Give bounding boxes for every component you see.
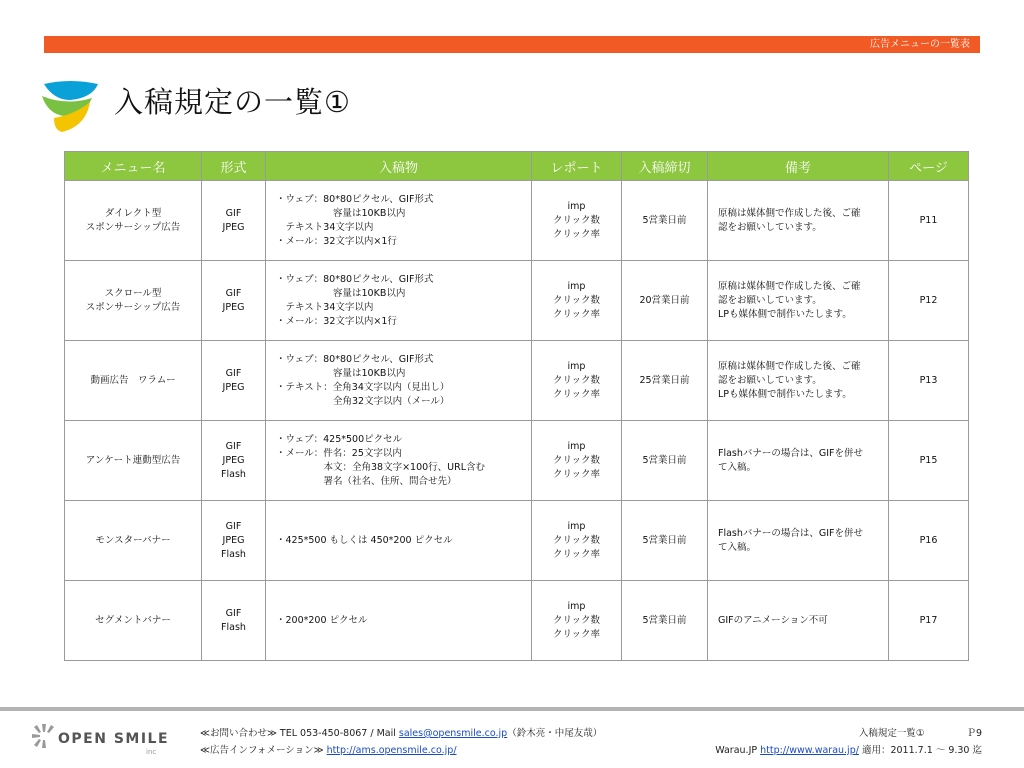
- cell-note: 原稿は媒体側で作成した後、ご確 認をお願いしています。: [708, 181, 889, 261]
- cell-page: P11: [889, 181, 969, 261]
- cell-format: GIF JPEG Flash: [202, 421, 266, 501]
- breadcrumb: 広告メニューの一覧表: [870, 39, 970, 50]
- contact-suffix: （鈴木亮・中尾友哉）: [507, 728, 603, 739]
- cell-menu-name: ダイレクト型 スポンサーシップ広告: [65, 181, 202, 261]
- contact-prefix: ≪お問い合わせ≫ TEL 053-450-8067 / Mail: [200, 728, 399, 739]
- top-accent-bar: [44, 36, 980, 53]
- cell-note: GIFのアニメーション不可: [708, 581, 889, 661]
- cell-deadline: 20営業日前: [622, 261, 708, 341]
- cell-menu-name: アンケート連動型広告: [65, 421, 202, 501]
- contact-line: [200, 725, 602, 739]
- cell-menu-name: スクロール型 スポンサーシップ広告: [65, 261, 202, 341]
- col-header-format: 形式: [202, 152, 266, 181]
- cell-material: ・ウェブ：80*80ピクセル、GIF形式 容量は10KB以内 ・テキスト：全角34文字以内（見出し） 全角32文字以内（メール）: [266, 341, 532, 421]
- cell-page: P17: [889, 581, 969, 661]
- cell-material: ・ウェブ：80*80ピクセル、GIF形式 容量は10KB以内 テキスト34文字以内 ・メール：32文字以内×1行: [266, 261, 532, 341]
- cell-deadline: 25営業日前: [622, 341, 708, 421]
- info-line: [200, 742, 457, 756]
- col-header-menu: メニュー名: [65, 152, 202, 181]
- cell-note: 原稿は媒体側で作成した後、ご確 認をお願いしています。 LPも媒体側で制作いたします。: [708, 261, 889, 341]
- cell-material: ・425*500 もしくは 450*200 ピクセル: [266, 501, 532, 581]
- table-row: [65, 261, 969, 341]
- col-header-report: レポート: [532, 152, 622, 181]
- cell-format: GIF JPEG: [202, 341, 266, 421]
- cell-report: imp クリック数 クリック率: [532, 501, 622, 581]
- col-header-deadline: 入稿締切: [622, 152, 708, 181]
- cell-page: P15: [889, 421, 969, 501]
- doc-title-line: [859, 725, 982, 739]
- cell-note: Flashバナーの場合は、GIFを併せ て入稿。: [708, 421, 889, 501]
- col-header-note: 備考: [708, 152, 889, 181]
- validity-text: 適用：2011.7.1 ～ 9.30 迄: [861, 745, 982, 756]
- cell-format: GIF JPEG Flash: [202, 501, 266, 581]
- open-smile-logo: [28, 720, 188, 760]
- brand-swirl-icon: [40, 76, 102, 134]
- flower-icon: [32, 724, 54, 748]
- cell-page: P13: [889, 341, 969, 421]
- info-prefix: ≪広告インフォメーション≫: [200, 745, 327, 756]
- page-number: Ｐ9: [966, 728, 982, 739]
- cell-note: Flashバナーの場合は、GIFを併せ て入稿。: [708, 501, 889, 581]
- cell-deadline: 5営業日前: [622, 181, 708, 261]
- cell-page: P12: [889, 261, 969, 341]
- site-prefix: Warau.JP: [715, 745, 761, 756]
- cell-deadline: 5営業日前: [622, 421, 708, 501]
- cell-report: imp クリック数 クリック率: [532, 421, 622, 501]
- doc-title: 入稿規定一覧①: [858, 728, 925, 739]
- cell-note: 原稿は媒体側で作成した後、ご確 認をお願いしています。 LPも媒体側で制作いたします。: [708, 341, 889, 421]
- col-header-material: 入稿物: [266, 152, 532, 181]
- cell-material: ・ウェブ：80*80ピクセル、GIF形式 容量は10KB以内 テキスト34文字以内 ・メール：32文字以内×1行: [266, 181, 532, 261]
- table-row: [65, 581, 969, 661]
- cell-material: ・ウェブ：425*500ピクセル ・メール：件名：25文字以内 本文：全角38文字×100行、URL含む 署名（社名、住所、問合せ先）: [266, 421, 532, 501]
- info-url-link[interactable]: http://ams.opensmile.co.jp/: [326, 745, 457, 756]
- cell-report: imp クリック数 クリック率: [532, 341, 622, 421]
- site-line: [715, 742, 982, 756]
- cell-deadline: 5営業日前: [622, 501, 708, 581]
- cell-menu-name: 動画広告 ワラムー: [65, 341, 202, 421]
- cell-report: imp クリック数 クリック率: [532, 181, 622, 261]
- cell-menu-name: モンスターバナー: [65, 501, 202, 581]
- spec-table: [64, 151, 969, 661]
- table-row: [65, 181, 969, 261]
- bottom-divider: [0, 707, 1024, 711]
- site-url-link[interactable]: http://www.warau.jp/: [760, 745, 859, 756]
- contact-email-link[interactable]: sales@opensmile.co.jp: [398, 728, 508, 739]
- cell-report: imp クリック数 クリック率: [532, 581, 622, 661]
- cell-format: GIF JPEG: [202, 181, 266, 261]
- cell-report: imp クリック数 クリック率: [532, 261, 622, 341]
- cell-menu-name: セグメントバナー: [65, 581, 202, 661]
- table-row: [65, 501, 969, 581]
- cell-format: GIF JPEG: [202, 261, 266, 341]
- cell-material: ・200*200 ピクセル: [266, 581, 532, 661]
- cell-deadline: 5営業日前: [622, 581, 708, 661]
- table-row: [65, 421, 969, 501]
- cell-page: P16: [889, 501, 969, 581]
- col-header-page: ページ: [889, 152, 969, 181]
- table-header-row: [65, 152, 969, 181]
- cell-format: GIF Flash: [202, 581, 266, 661]
- table-row: [65, 341, 969, 421]
- logo-subtext: inc: [146, 748, 157, 756]
- page-title: 入稿規定の一覧①: [114, 85, 351, 119]
- logo-text: OPEN SMILE: [58, 731, 170, 747]
